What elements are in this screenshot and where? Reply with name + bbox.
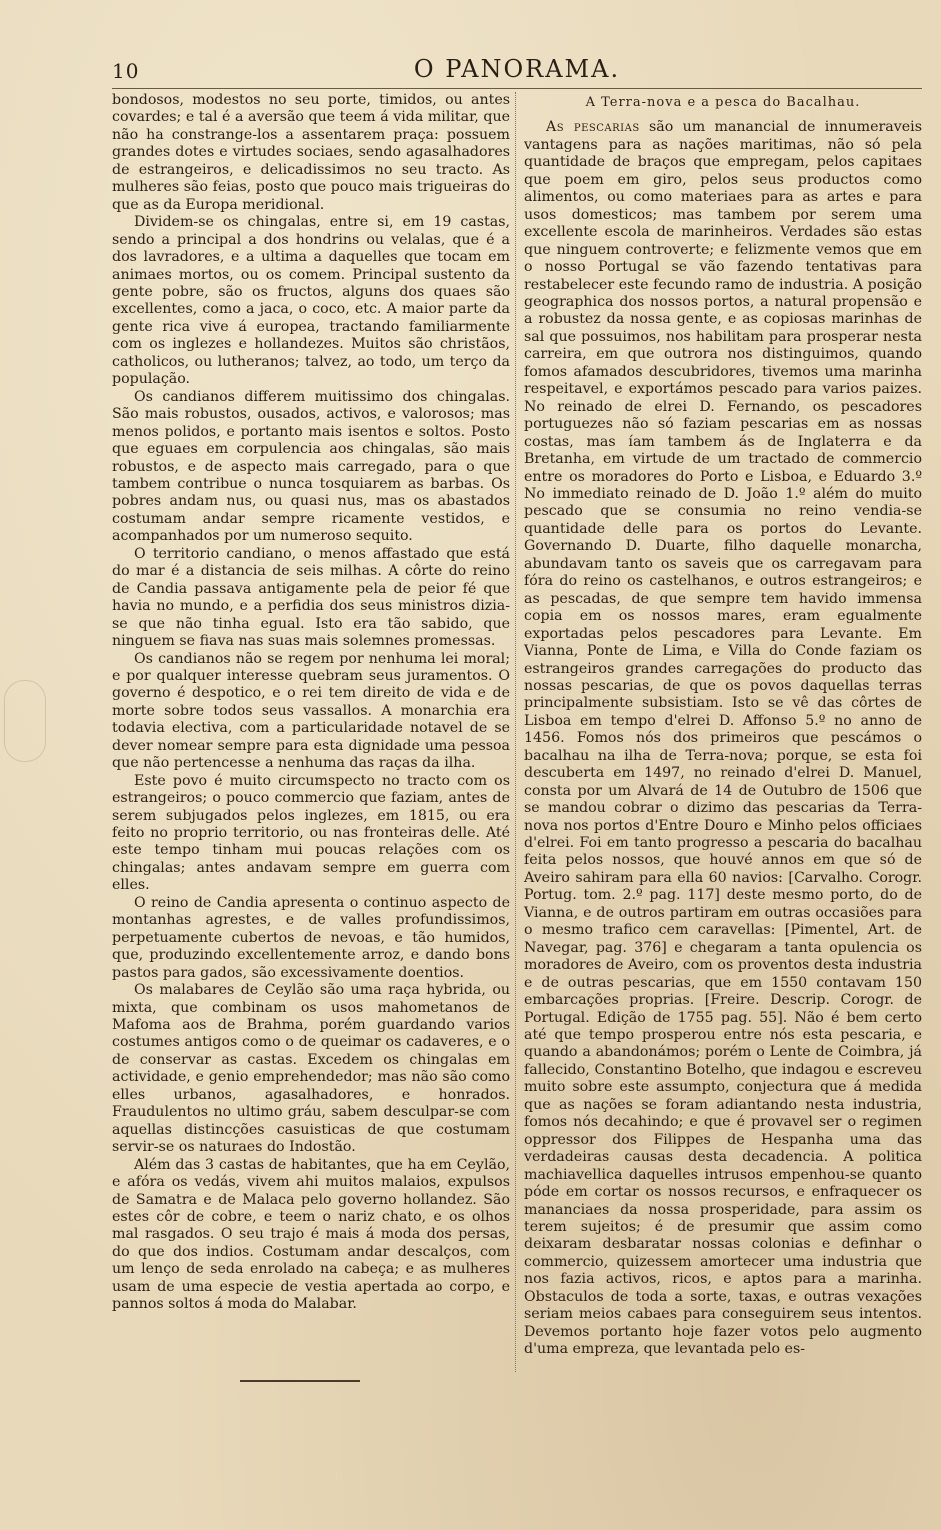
right-column bbox=[524, 92, 922, 1359]
paragraph: bondosos, modestos no seu porte, timidos, ou antes covardes; e tal é a aversão que teem á vida militar, que não ha constrange-los a assentarem praça: possuem grandes dotes e virtudes sociaes, sendo agasalhadores de estrangeiros, e delicadissimos no seu tracto. As mulheres são feias, posto que pouco mais trigueiras do que as da Europa meridional. bbox=[112, 92, 510, 213]
paragraph: Dividem-se os chingalas, entre si, em 19 castas, sendo a principal a dos hondrins ou velalas, que é a dos lavradores, e a ultima a daquelles que tocam em animaes mortos, ou os comem. Principal sustento da gente pobre, são os fructos, alguns dos quaes são excellentes, como a jaca, o coco, etc. A maior parte da gente rica vive á europea, tractando familiarmente com os inglezes e hollandezes. Muitos são christãos, catholicos, ou lutheranos; talvez, ao todo, um terço da população. bbox=[112, 214, 510, 388]
article-body: são um manancial de innumeraveis vantagens para as nações maritimas, não só pela quantidade de braços que empregam, pelos capitaes que poem em giro, pelos seus productos como alimentos, ou como materiaes para as artes e para usos domesticos; mas tambem por serem uma excellente escola de marinheiros. Verdades são estas que ninguem controverte; e felizmente vemos que em o nosso Portugal se vão fazendo tentativas para restabelecer este fecundo ramo de industria. A posição geographica dos nossos portos, a natural propensão e a robustez da nossa gente, e as copiosas marinhas de sal que possuimos, nos habilitam para prosperar nesta carreira, em que outrora nos distinguimos, quando fomos afamados descubridores, tivemos uma marinha respeitavel, e exportámos pescado para varios paizes. No reinado de elrei D. Fernando, os pescadores portuguezes não só faziam pescarias em as nossas costas, mas íam tambem ás de Inglaterra e da Bretanha, em virtude de um tractado de commercio entre os moradores do Porto e Lisboa, e Eduardo 3.º No immediato reinado de D. João 1.º além do muito pescado que se consumia no reino vendia-se quantidade delle para os portos do Levante. Governando D. Duarte, filho daquelle monarcha, abundavam tanto os saveis que os carregavam para fóra do reino os castelhanos, e outros estrangeiros; e as pescadas, de que sempre tem havido immensa copia em os nossos mares, eram egualmente exportadas pelos pescadores para Levante. Em Vianna, Ponte de Lima, e Villa do Conde faziam os estrangeiros grandes carregações do producto das nossas pescarias, de que os povos daquellas terras principalmente subsistiam. Isto se vê das côrtes de Lisboa em tempo d'elrei D. Affonso 5.º no anno de 1456. Fomos nós dos primeiros que pescámos o bacalhau na ilha de Terra-nova; porque, se esta foi descuberta em 1497, no reinado d'elrei D. Manuel, consta por um Alvará de 14 de Outubro de 1506 que se mandou cobrar o dizimo das pescarias da Terra-nova nos portos d'Entre Douro e Minho pelos officiaes d'elrei. Foi em tanto progresso a pescaria do bacalhau feita pelos nossos, que houvé annos em que só de Aveiro sahiram para ella 60 navios: [Carvalho. Corogr. Portug. tom. 2.º pag. 117] deste mesmo porto, do de Vianna, e de outros partiram em outras occasiões para o mesmo trafico cem caravellas: [Pimentel, Art. de Navegar, pag. 376] e chegaram a tanta opulencia os moradores de Aveiro, com os proventos desta industria e de outras pescarias, que em 1550 contavam 150 embarcações proprias. [Freire. Descrip. Corogr. de Portugal. Edição de 1755 pag. 55]. Não é bem certo até que tempo prosperou entre nós esta pescaria, e quando a abandonámos; porém o Lente de Coimbra, já fallecido, Constantino Botelho, que indagou e escreveu muito sobre este assumpto, conjectura que á medida que as nações se foram adiantando nesta industria, fomos nós decahindo; e que é provavel ser o regimen oppressor dos Filippes de Hespanha uma das verdadeiras causas desta decadencia. A politica machiavellica daquelles intrusos empenhou-se quanto póde em cortar os nossos recursos, e enfraquecer os mananciaes da nossa prosperidade, para assim os terem sujeitos; é de presumir que assim como deixaram desbaratar nossas colonias e definhar o commercio, quizessem amortecer uma industria que nos fazia activos, ricos, e aptos para a marinha. Obstaculos de toda a sorte, taxas, e outras vexações seriam meios cabaes para conseguirem seus intentos. Devemos portanto hoje fazer votos pelo augmento d'uma empreza, que levantada pelo es- bbox=[524, 119, 922, 1358]
article-paragraph bbox=[524, 119, 922, 1358]
header-rule bbox=[112, 88, 922, 89]
paragraph: Este povo é muito circumspecto no tracto com os estrangeiros; o pouco commercio que faziam, antes de serem subjugados pelos inglezes, em 1815, ou era feito no proprio territorio, ou nas fronteiras delle. Até este tempo tinham mui poucas relações com os chingalas; antes andavam sempre em guerra com elles. bbox=[112, 772, 510, 894]
paragraph: Os malabares de Ceylão são uma raça hybrida, ou mixta, que combinam os usos mahometanos de Mafoma aos de Brahma, porém guardando varios costumes antigos como o de queimar os cadaveres, e o de conservar as castas. Excedem os chingalas em actividade, e genio emprehendedor; mas não são como elles urbanos, agasalhadores, e honrados. Fraudulentos no ultimo gráu, sabem desculpar-se com aquellas distincções casuisticas de que costumam servir-se os naturaes do Indostão. bbox=[112, 982, 510, 1156]
page-number: 10 bbox=[112, 59, 140, 83]
page-header bbox=[112, 55, 922, 89]
paragraph: Os candianos differem muitissimo dos chingalas. São mais robustos, ousados, activos, e valorosos; mas menos polidos, e portanto mais isentos e soltos. Posto que eguaes em corpulencia aos chingalas, são mais robustos, e de aspecto mais carregado, para o que tambem contribue o nunca tosquiarem as barbas. Os pobres andam nus, ou quasi nus, mas os abastados costumam andar sempre ricamente vestidos, e acompanhados por um numeroso sequito. bbox=[112, 388, 510, 545]
left-column bbox=[112, 92, 510, 1314]
paragraph: O reino de Candia apresenta o continuo aspecto de montanhas agrestes, e de valles profundissimos, perpetuamente cubertos de nevoas, e tão humidos, que, produzindo excellentemente arroz, e dando bons pastos para gados, são excessivamente doentios. bbox=[112, 894, 510, 981]
article-title: A Terra-nova e a pesca do Bacalhau. bbox=[585, 95, 861, 110]
paragraph: Os candianos não se regem por nenhuma lei moral; e por qualquer interesse quebram seus juramentos. O governo é despotico, e o rei tem direito de vida e de morte sobre todos seus vassallos. A monarchia era todavia electiva, com a particularidade notavel de se dever nomear sempre para esta dignidade uma pessoa que não pertencesse a nenhuma das raças da ilha. bbox=[112, 650, 510, 772]
paragraph: Além das 3 castas de habitantes, que ha em Ceylão, e afóra os vedás, vivem ahi muitos malaios, expulsos de Samatra e de Malaca pelo governo hollandez. São estes côr de cobre, e teem o nariz chato, e os olhos mal rasgados. O seu trajo é mais á moda dos persas, do que dos indios. Costumam andar descalços, com um lenço de seda enrolado na cabeça; e as mulheres usam de uma especie de vestia apertada ao corpo, e pannos soltos á moda do Malabar. bbox=[112, 1156, 510, 1313]
paragraph: O territorio candiano, o menos affastado que está do mar é a distancia de seis milhas. A côrte do reino de Candia passava antigamente pela de peior fé que havia no mundo, e a perfidia dos seus ministros dizia-se que não tinha egual. Isto era tão sabido, que ninguem se fiava nas suas mais solemnes promessas. bbox=[112, 545, 510, 650]
column-divider bbox=[515, 92, 516, 1372]
running-title: O PANORAMA. bbox=[413, 55, 621, 83]
end-of-article-rule bbox=[240, 1380, 360, 1382]
library-stamp bbox=[4, 680, 46, 762]
lead-words: As pescarias bbox=[546, 119, 640, 136]
